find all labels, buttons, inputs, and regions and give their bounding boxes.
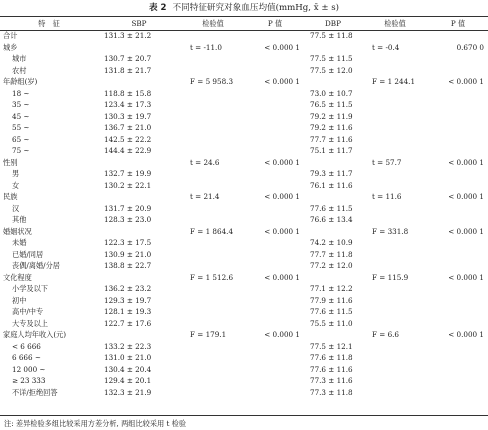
sbp-p-cell: < 0.000 1	[264, 272, 300, 282]
dbp-p-cell: < 0.000 1	[448, 192, 484, 201]
dbp-p-cell: < 0.000 1	[448, 157, 484, 167]
dbp-p-cell	[428, 145, 488, 157]
sbp-cell: 122.7 ± 17.6	[104, 318, 152, 328]
dbp-cell: 76.6 ± 13.4	[310, 215, 353, 224]
dbp-cell: 79.3 ± 11.7	[310, 169, 353, 178]
sbp-cell: 144.4 ± 22.9	[104, 146, 152, 155]
dbp-test-cell	[362, 352, 428, 364]
dbp-p-cell	[428, 352, 488, 364]
dbp-test-cell	[362, 260, 428, 272]
sbp-test-cell: F = 1 512.6	[190, 272, 234, 282]
sbp-test-cell	[180, 53, 246, 65]
dbp-test-cell	[362, 203, 428, 215]
dbp-p-cell: 0.670 0	[456, 42, 484, 52]
feature-cell: 不详/拒绝回答	[12, 387, 58, 397]
header-sbp-p: P 值	[267, 19, 283, 28]
dbp-p-cell	[428, 53, 488, 65]
sbp-test-cell	[180, 203, 246, 215]
sbp-test-cell	[180, 295, 246, 307]
dbp-cell: 77.5 ± 11.5	[310, 54, 353, 63]
sbp-p-cell	[246, 295, 304, 307]
table-note: 注: 差异检验多组比较采用方差分析, 两组比较采用 t 检验	[4, 419, 187, 428]
header-sbp-test: 检验值	[202, 19, 224, 28]
header-feature: 特 征	[38, 19, 60, 28]
feature-cell: 6 666 ~	[12, 353, 41, 362]
table-row	[0, 283, 488, 295]
dbp-test-cell	[362, 295, 428, 307]
feature-cell: 已婚/同居	[12, 249, 44, 259]
sbp-cell	[98, 157, 180, 169]
dbp-p-cell	[428, 180, 488, 192]
dbp-p-cell	[428, 318, 488, 330]
feature-cell: 性别	[3, 157, 18, 167]
dbp-cell	[304, 157, 362, 169]
dbp-cell: 76.1 ± 11.6	[310, 180, 353, 190]
dbp-p-cell: < 0.000 1	[448, 226, 484, 236]
sbp-test-cell	[180, 111, 246, 123]
table-caption	[0, 3, 488, 14]
table-row	[0, 249, 488, 261]
dbp-p-cell	[428, 260, 488, 272]
feature-cell: 民族	[3, 192, 18, 201]
feature-cell: 男	[12, 169, 20, 178]
sbp-test-cell: t = 24.6	[190, 157, 220, 167]
feature-cell: 高中/中专	[12, 307, 44, 316]
sbp-p-cell	[246, 318, 304, 330]
dbp-cell: 77.3 ± 11.8	[310, 387, 353, 397]
dbp-p-cell	[428, 364, 488, 376]
dbp-test-cell	[362, 168, 428, 180]
dbp-cell	[304, 272, 362, 284]
dbp-cell: 77.6 ± 11.5	[310, 203, 353, 213]
sbp-cell	[98, 329, 180, 341]
sbp-p-cell	[246, 203, 304, 215]
dbp-p-cell	[428, 30, 488, 42]
dbp-cell: 75.1 ± 11.7	[310, 146, 353, 155]
sbp-cell: 129.3 ± 19.7	[104, 295, 152, 305]
feature-cell: 55 ~	[12, 123, 30, 132]
dbp-cell: 77.5 ± 11.8	[310, 31, 353, 40]
dbp-test-cell	[362, 180, 428, 192]
sbp-cell	[98, 272, 180, 284]
sbp-cell: 130.3 ± 19.7	[104, 111, 152, 121]
sbp-test-cell	[180, 387, 246, 399]
dbp-cell: 77.5 ± 12.1	[310, 341, 353, 351]
sbp-p-cell: < 0.000 1	[264, 42, 300, 52]
sbp-p-cell	[246, 237, 304, 249]
table-row	[0, 318, 488, 330]
dbp-test-cell	[362, 364, 428, 376]
sbp-cell: 136.7 ± 21.0	[104, 123, 152, 132]
feature-cell: 汉	[12, 203, 20, 213]
sbp-cell	[98, 191, 180, 203]
table-body	[0, 30, 488, 398]
sbp-cell: 142.5 ± 22.2	[104, 134, 152, 144]
sbp-test-cell: F = 1 864.4	[190, 226, 234, 236]
sbp-test-cell	[180, 30, 246, 42]
table-row	[0, 145, 488, 157]
sbp-test-cell	[180, 122, 246, 134]
sbp-test-cell	[180, 341, 246, 353]
dbp-test-cell	[362, 134, 428, 146]
sbp-test-cell	[180, 88, 246, 100]
sbp-test-cell: t = -11.0	[190, 42, 222, 52]
dbp-test-cell	[362, 122, 428, 134]
dbp-p-cell	[428, 249, 488, 261]
feature-cell: 城乡	[3, 42, 18, 52]
dbp-cell	[304, 42, 362, 54]
dbp-test-cell	[362, 283, 428, 295]
feature-cell: 小学及以下	[12, 284, 48, 293]
sbp-p-cell	[246, 145, 304, 157]
dbp-test-cell: F = 6.6	[372, 330, 400, 339]
dbp-cell	[304, 76, 362, 88]
sbp-p-cell	[246, 99, 304, 111]
sbp-p-cell	[246, 260, 304, 272]
feature-cell: 未婚	[12, 238, 27, 247]
sbp-p-cell: < 0.000 1	[264, 192, 300, 201]
sbp-cell: 123.4 ± 17.3	[104, 100, 152, 109]
dbp-p-cell	[428, 375, 488, 387]
dbp-p-cell	[428, 65, 488, 77]
feature-cell: 初中	[12, 295, 27, 305]
dbp-p-cell	[428, 237, 488, 249]
dbp-cell: 77.9 ± 11.6	[310, 295, 353, 305]
sbp-p-cell	[246, 168, 304, 180]
header-sbp: SBP	[131, 19, 147, 28]
sbp-test-cell	[180, 318, 246, 330]
feature-cell: 家庭人均年收入(元)	[3, 330, 67, 339]
dbp-cell: 73.0 ± 10.7	[310, 88, 353, 98]
table-row	[0, 260, 488, 272]
sbp-p-cell	[246, 111, 304, 123]
dbp-cell: 77.6 ± 11.8	[310, 353, 353, 362]
feature-cell: 其他	[12, 215, 27, 224]
feature-cell: 丧偶/离婚/分居	[12, 261, 60, 270]
bottom-rule	[0, 415, 488, 416]
table-row	[0, 375, 488, 387]
table-row	[0, 122, 488, 134]
dbp-cell: 77.6 ± 11.6	[310, 364, 353, 374]
table-row	[0, 214, 488, 226]
dbp-test-cell	[362, 145, 428, 157]
sbp-cell	[98, 76, 180, 88]
dbp-test-cell	[362, 318, 428, 330]
table-row	[0, 53, 488, 65]
table-number: 表 2	[148, 3, 167, 13]
sbp-cell: 131.8 ± 21.7	[104, 65, 152, 75]
sbp-test-cell	[180, 237, 246, 249]
feature-cell: < 6 666	[12, 341, 41, 351]
dbp-p-cell	[428, 134, 488, 146]
sbp-p-cell: < 0.000 1	[264, 330, 300, 339]
table-row	[0, 364, 488, 376]
dbp-test-cell	[362, 30, 428, 42]
sbp-p-cell	[246, 341, 304, 353]
dbp-cell: 77.2 ± 12.0	[310, 261, 353, 270]
dbp-p-cell	[428, 88, 488, 100]
table-row	[0, 295, 488, 307]
table-row	[0, 226, 488, 238]
dbp-cell: 79.2 ± 11.9	[310, 111, 353, 121]
dbp-cell: 77.7 ± 11.6	[310, 134, 353, 144]
sbp-cell: 131.7 ± 20.9	[104, 203, 152, 213]
sbp-cell: 132.7 ± 19.9	[104, 169, 152, 178]
dbp-test-cell	[362, 53, 428, 65]
sbp-cell: 128.1 ± 19.3	[104, 307, 152, 316]
table-row	[0, 76, 488, 88]
sbp-p-cell	[246, 352, 304, 364]
dbp-cell: 76.5 ± 11.5	[310, 100, 353, 109]
sbp-p-cell: < 0.000 1	[264, 226, 300, 236]
dbp-test-cell	[362, 237, 428, 249]
table-row	[0, 180, 488, 192]
dbp-test-cell: t = 57.7	[372, 157, 402, 167]
table-row	[0, 191, 488, 203]
sbp-test-cell: F = 5 958.3	[190, 77, 234, 86]
sbp-cell: 130.2 ± 22.1	[104, 180, 152, 190]
sbp-p-cell	[246, 65, 304, 77]
sbp-p-cell	[246, 375, 304, 387]
table-row	[0, 237, 488, 249]
dbp-test-cell	[362, 214, 428, 226]
table-row	[0, 134, 488, 146]
table-row	[0, 88, 488, 100]
table-row	[0, 387, 488, 399]
table-row	[0, 306, 488, 318]
table-row	[0, 272, 488, 284]
dbp-test-cell	[362, 111, 428, 123]
feature-cell: 女	[12, 180, 20, 190]
dbp-p-cell	[428, 387, 488, 399]
sbp-p-cell	[246, 53, 304, 65]
header-rule	[0, 30, 488, 31]
table-row	[0, 42, 488, 54]
table-row	[0, 157, 488, 169]
dbp-test-cell	[362, 306, 428, 318]
sbp-p-cell	[246, 249, 304, 261]
data-table	[0, 17, 488, 398]
header-row	[0, 17, 488, 30]
sbp-p-cell	[246, 180, 304, 192]
sbp-test-cell	[180, 306, 246, 318]
dbp-p-cell	[428, 341, 488, 353]
dbp-test-cell	[362, 387, 428, 399]
sbp-test-cell	[180, 260, 246, 272]
sbp-p-cell	[246, 306, 304, 318]
sbp-cell: 130.4 ± 20.4	[104, 364, 152, 374]
sbp-p-cell	[246, 88, 304, 100]
table-row	[0, 352, 488, 364]
table-title: 不同特征研究对象血压均值(mmHg, x̄ ± s)	[172, 3, 340, 13]
dbp-test-cell	[362, 88, 428, 100]
dbp-p-cell: < 0.000 1	[448, 77, 484, 86]
table-row	[0, 341, 488, 353]
sbp-cell: 128.3 ± 23.0	[104, 215, 152, 224]
sbp-p-cell: < 0.000 1	[264, 77, 300, 86]
sbp-test-cell	[180, 214, 246, 226]
sbp-cell	[98, 42, 180, 54]
dbp-test-cell: t = -0.4	[372, 42, 400, 52]
sbp-p-cell: < 0.000 1	[264, 157, 300, 167]
feature-cell: 婚姻状况	[3, 226, 32, 236]
table-row	[0, 65, 488, 77]
feature-cell: 城市	[12, 54, 27, 63]
sbp-test-cell	[180, 168, 246, 180]
header-dbp: DBP	[325, 19, 341, 28]
dbp-test-cell: F = 115.9	[372, 272, 409, 282]
feature-cell: 文化程度	[3, 272, 32, 282]
sbp-cell: 122.3 ± 17.5	[104, 238, 152, 247]
header-dbp-p: P 值	[450, 19, 466, 28]
dbp-test-cell: t = 11.6	[372, 192, 402, 201]
table-row	[0, 168, 488, 180]
dbp-cell: 75.5 ± 11.0	[310, 318, 353, 328]
feature-cell: 45 ~	[12, 111, 30, 121]
dbp-p-cell	[428, 99, 488, 111]
table-row	[0, 329, 488, 341]
dbp-p-cell	[428, 122, 488, 134]
table-row	[0, 111, 488, 123]
feature-cell: 35 ~	[12, 100, 30, 109]
dbp-test-cell	[362, 249, 428, 261]
dbp-cell: 77.6 ± 11.5	[310, 307, 353, 316]
dbp-test-cell: F = 331.8	[372, 226, 409, 236]
feature-cell: 65 ~	[12, 134, 30, 144]
sbp-test-cell	[180, 145, 246, 157]
sbp-cell: 130.9 ± 21.0	[104, 249, 152, 259]
feature-cell: 年龄组(岁)	[3, 77, 38, 86]
sbp-p-cell	[246, 387, 304, 399]
dbp-p-cell	[428, 306, 488, 318]
sbp-p-cell	[246, 283, 304, 295]
sbp-p-cell	[246, 214, 304, 226]
sbp-cell: 129.4 ± 20.1	[104, 376, 152, 385]
dbp-cell	[304, 329, 362, 341]
dbp-test-cell: F = 1 244.1	[372, 77, 416, 86]
dbp-p-cell	[428, 283, 488, 295]
dbp-test-cell	[362, 375, 428, 387]
sbp-test-cell	[180, 65, 246, 77]
sbp-cell: 132.3 ± 21.9	[104, 387, 152, 397]
sbp-cell: 138.8 ± 22.7	[104, 261, 152, 270]
dbp-cell	[304, 191, 362, 203]
dbp-p-cell: < 0.000 1	[448, 272, 484, 282]
sbp-test-cell	[180, 352, 246, 364]
dbp-p-cell	[428, 111, 488, 123]
sbp-cell	[98, 226, 180, 238]
dbp-p-cell	[428, 168, 488, 180]
sbp-cell: 131.3 ± 21.2	[104, 31, 152, 40]
sbp-test-cell: F = 179.1	[190, 330, 227, 339]
sbp-cell: 130.7 ± 20.7	[104, 54, 152, 63]
sbp-test-cell	[180, 283, 246, 295]
table-row	[0, 30, 488, 42]
feature-cell: 18 ~	[12, 88, 30, 98]
dbp-cell: 77.3 ± 11.6	[310, 376, 353, 385]
dbp-cell: 77.7 ± 11.8	[310, 249, 353, 259]
sbp-test-cell	[180, 134, 246, 146]
feature-cell: 农村	[12, 65, 27, 75]
feature-cell: 合计	[3, 31, 18, 40]
dbp-cell: 74.2 ± 10.9	[310, 238, 353, 247]
dbp-test-cell	[362, 341, 428, 353]
dbp-cell	[304, 226, 362, 238]
sbp-test-cell	[180, 99, 246, 111]
dbp-test-cell	[362, 65, 428, 77]
dbp-cell: 77.5 ± 12.0	[310, 65, 353, 75]
dbp-cell: 79.2 ± 11.6	[310, 123, 353, 132]
dbp-p-cell: < 0.000 1	[448, 330, 484, 339]
sbp-test-cell	[180, 375, 246, 387]
feature-cell: 75 ~	[12, 146, 30, 155]
sbp-cell: 136.2 ± 23.2	[104, 284, 152, 293]
sbp-test-cell	[180, 249, 246, 261]
sbp-cell: 133.2 ± 22.3	[104, 341, 152, 351]
feature-cell: 大专及以上	[12, 318, 48, 328]
header-dbp-test: 检验值	[384, 19, 406, 28]
sbp-p-cell	[246, 134, 304, 146]
dbp-p-cell	[428, 214, 488, 226]
table-row	[0, 203, 488, 215]
feature-cell: 12 000 ~	[12, 364, 46, 374]
sbp-test-cell	[180, 180, 246, 192]
sbp-p-cell	[246, 30, 304, 42]
sbp-test-cell	[180, 364, 246, 376]
sbp-test-cell: t = 21.4	[190, 192, 220, 201]
sbp-cell: 131.0 ± 21.0	[104, 353, 152, 362]
table-row	[0, 99, 488, 111]
sbp-p-cell	[246, 364, 304, 376]
dbp-test-cell	[362, 99, 428, 111]
dbp-p-cell	[428, 295, 488, 307]
feature-cell: ≥ 23 333	[12, 376, 46, 385]
sbp-p-cell	[246, 122, 304, 134]
sbp-cell: 118.8 ± 15.8	[104, 88, 152, 98]
dbp-p-cell	[428, 203, 488, 215]
dbp-cell: 77.1 ± 12.2	[310, 284, 353, 293]
